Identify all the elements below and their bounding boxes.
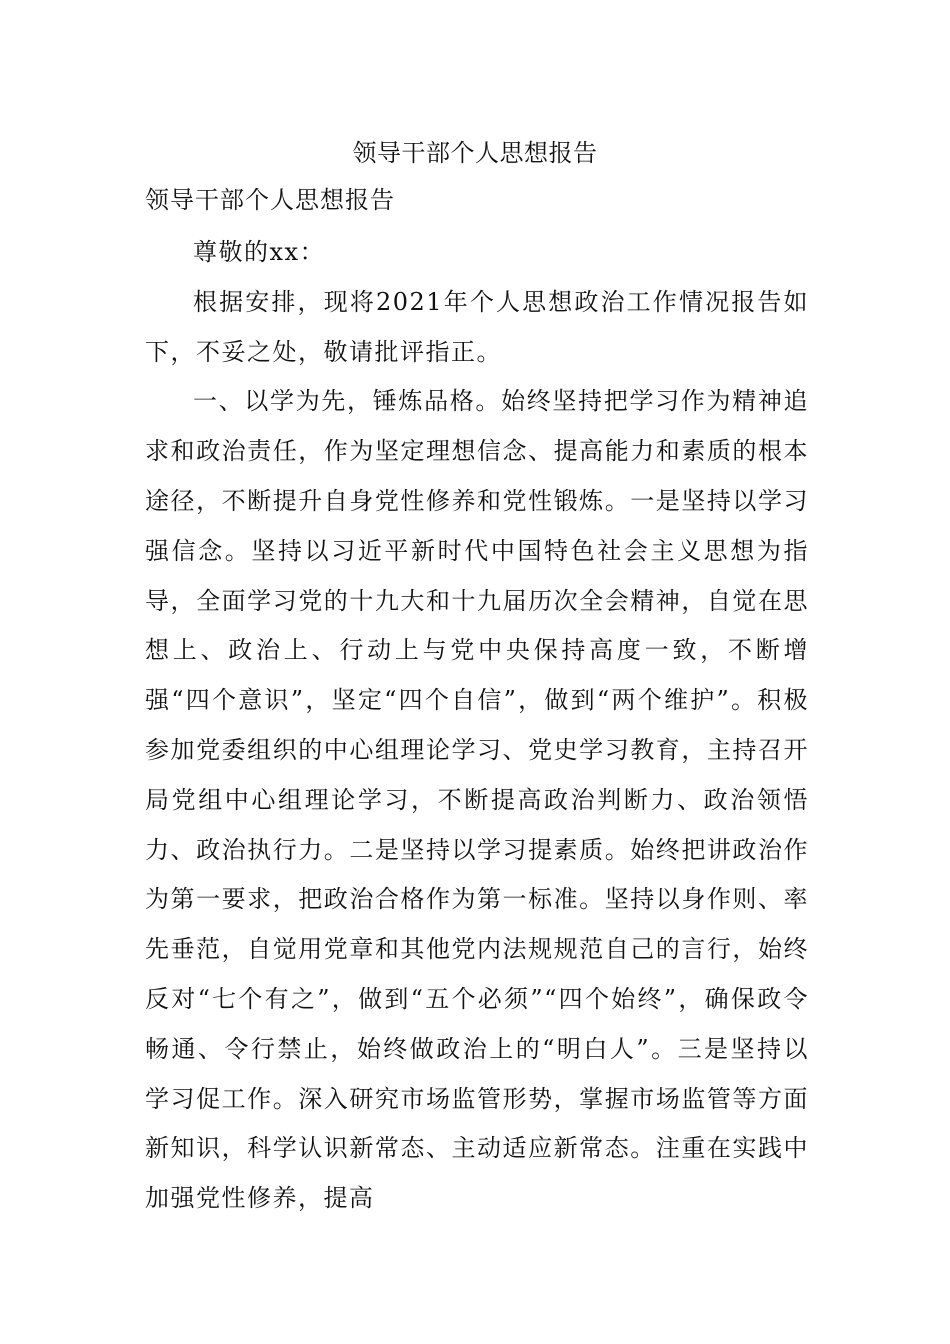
paragraph-section-one: 一、以学为先，锤炼品格。始终坚持把学习作为精神追求和政治责任，作为坚定理想信念、提高能力和素质的根本途径，不断提升自身党性修养和党性锻炼。一是坚持以学习强信念。坚持以习近平新时代中国特色社会主义思想为指导，全面学习党的十九大和十九届历次全会精神，自觉在思想上、政治上、行动上与党中央保持高度一致，不断增强“四个意识”，坚定“四个自信”，做到“两个维护”。积极参加党委组织的中心组理论学习、党史学习教育，主持召开局党组中心组理论学习，不断提高政治判断力、政治领悟力、政治执行力。二是坚持以学习提素质。始终把讲政治作为第一要求，把政治合格作为第一标准。坚持以身作则、率先垂范，自觉用党章和其他党内法规规范自己的言行，始终反对“七个有之”，做到“五个必须”“四个始终”，确保政令畅通、令行禁止，始终做政治上的“明白人”。三是坚持以学习促工作。深入研究市场监管形势，掌握市场监管等方面新知识，科学认识新常态、主动适应新常态。注重在实践中加强党性修养，提高 <box>145 387 809 1213</box>
document-subtitle: 领导干部个人思想报告 <box>145 186 395 214</box>
salutation: 尊敬的xx： <box>193 238 326 266</box>
document-title: 领导干部个人思想报告 <box>352 139 598 167</box>
paragraph-intro: 根据安排，现将2021年个人思想政治工作情况报告如下，不妥之处，敬请批评指正。 <box>145 287 809 366</box>
document-body <box>145 228 809 1224</box>
